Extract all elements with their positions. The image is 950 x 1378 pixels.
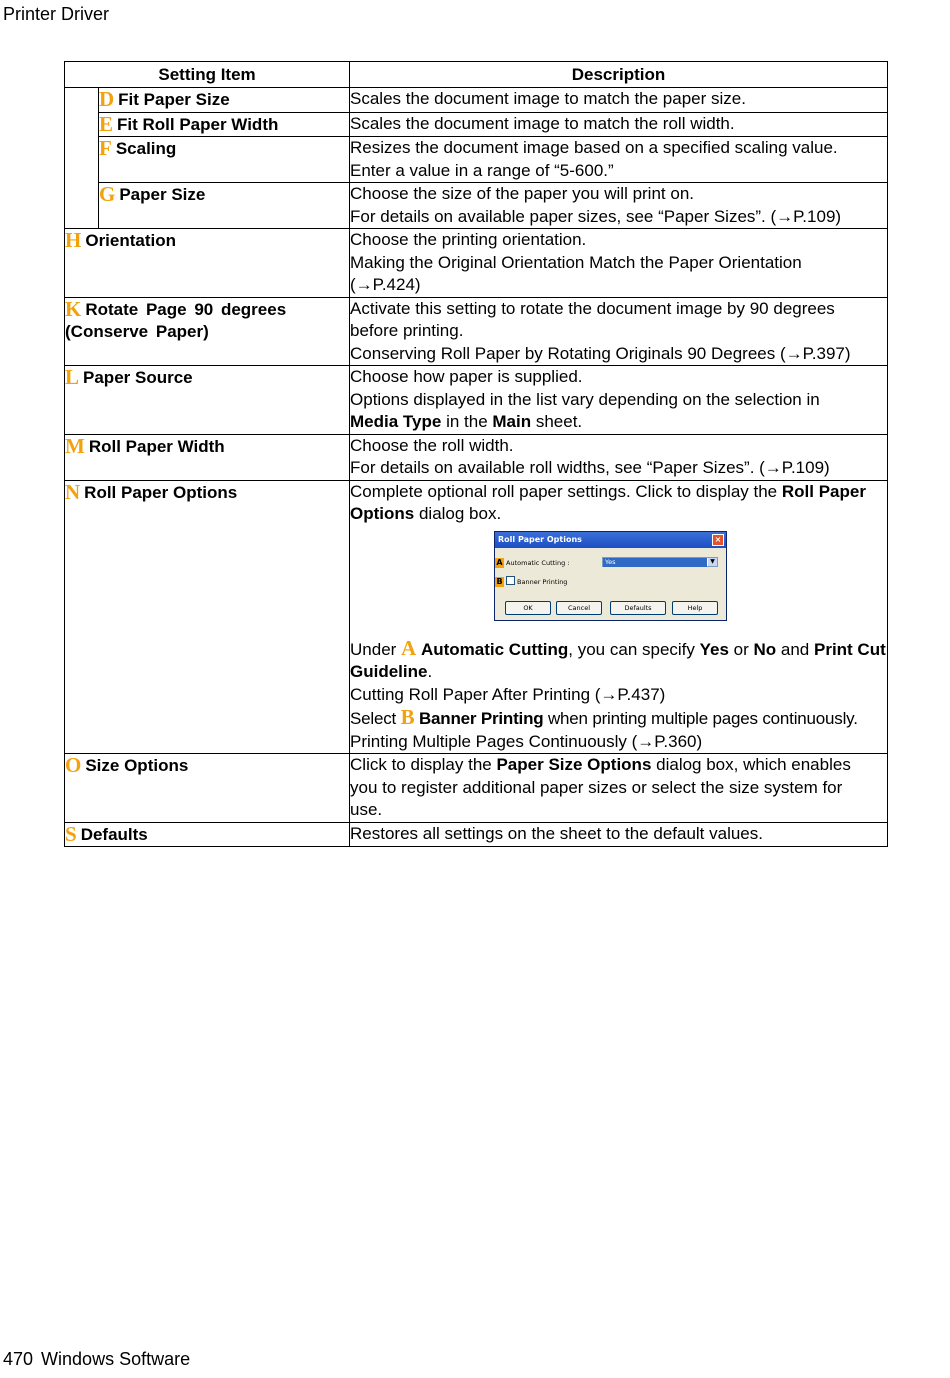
desc-link[interactable]: Conserving Roll Paper by Rotating Originals 90 Degrees (→P.397) [350,343,851,363]
item-label: Fit Roll Paper Width [117,114,279,134]
setting-description [350,112,888,137]
ok-button[interactable]: OK [505,601,551,615]
chevron-down-icon[interactable]: ▼ [708,558,717,566]
desc-text: sheet. [531,412,583,431]
term-roll-paper-options: Roll Paper Options [350,481,866,523]
item-letter: M [65,433,85,458]
setting-item [65,754,350,823]
setting-description [350,366,888,435]
item-letter: L [65,365,80,389]
desc-line: Activate this setting to rotate the document image by 90 degrees [350,298,835,318]
dialog-label-automatic-cutting: Automatic Cutting : [506,558,570,567]
desc-text: or [728,639,754,659]
running-head: Printer Driver [3,4,110,24]
setting-item [99,112,350,137]
setting-item [99,183,350,229]
desc-link[interactable]: Making the Original Orientation Match the Paper Orientation [350,252,802,272]
sub-letter-a: A [401,635,417,660]
desc-line: Scales the document image to match the roll width. [350,113,735,133]
desc-text: in the [441,412,493,431]
item-label: Scaling [115,139,177,158]
desc-text: dialog box, which enables [651,755,851,774]
item-label: Rotate Page 90 degrees (Conserve Paper) [65,299,287,341]
desc-line: Choose the size of the paper you will print on. [350,184,694,203]
desc-line: Choose how paper is supplied. [350,367,583,386]
dialog-badge-b: B [496,576,503,586]
desc-line: you to register additional paper sizes or select the size system for [350,777,843,797]
desc-text: Under [350,639,402,659]
footer-section: Windows Software [41,1349,191,1369]
term-media-type: Media Type [350,412,442,431]
setting-item [65,297,350,366]
item-letter: S [65,821,77,846]
automatic-cutting-value: Yes [603,558,707,567]
indent-cell [65,88,99,229]
item-label: Size Options [85,756,189,775]
dialog-row-automatic-cutting [495,558,569,568]
desc-line: Choose the printing orientation. [350,230,587,249]
term-automatic-cutting: Automatic Cutting [420,639,569,659]
setting-description [350,297,888,366]
desc-line: Scales the document image to match the paper size. [350,89,746,108]
banner-printing-checkbox[interactable] [506,576,515,585]
desc-line [350,754,887,777]
setting-description [350,480,888,754]
setting-description [350,229,888,298]
table-row [65,434,888,480]
desc-line: Options displayed in the list vary depending on the selection in [350,389,820,409]
table-row [65,754,888,823]
table-row [65,480,888,754]
item-letter: H [65,228,82,252]
desc-text: dialog box. [414,504,502,523]
item-label: Orientation [85,231,177,250]
desc-link[interactable]: (→P.424) [350,275,421,294]
item-label: Fit Paper Size [118,90,230,109]
term-no: No [753,639,777,659]
desc-link[interactable]: Printing Multiple Pages Continuously (→P.360) [350,731,703,751]
item-label: Roll Paper Options [84,482,238,502]
term-yes: Yes [699,639,729,659]
desc-text: , you can specify [568,639,700,659]
desc-line: For details on available roll widths, see “Paper Sizes”. (→P.109) [350,458,830,477]
setting-item [65,229,350,298]
item-label: Roll Paper Width [88,436,225,456]
term-banner-printing: Banner Printing [418,709,544,728]
setting-item [65,366,350,435]
desc-text: Complete optional roll paper settings. Click to display the [350,481,782,501]
desc-line: use. [350,800,383,819]
item-letter: E [99,111,114,136]
desc-line: Enter a value in a range of “5-600.” [350,160,614,180]
item-label: Paper Size [119,185,206,204]
desc-line: Choose the roll width. [350,435,514,455]
setting-item [65,480,350,754]
desc-text: Select [350,709,401,728]
item-letter: G [99,182,116,206]
desc-line [350,706,887,731]
col-header-description: Description [350,62,888,88]
table-row [65,229,888,298]
term-print-cut-guideline: Print Cut Guideline [350,639,886,681]
table-row [65,137,888,183]
sub-letter-b: B [400,705,415,729]
table-row [65,822,888,847]
setting-description [350,88,888,113]
table-row [65,366,888,435]
desc-text: when printing multiple pages continuously. [543,709,858,728]
dialog-title: Roll Paper Options [498,534,582,544]
item-letter: O [65,753,82,777]
settings-table [64,61,888,847]
page-footer [3,1349,190,1370]
term-main: Main [492,412,532,431]
dialog-badge-a: A [496,557,503,567]
item-letter: F [99,136,112,160]
dialog-row-banner-printing [495,576,567,587]
help-button[interactable]: Help [672,601,718,615]
setting-item [65,822,350,847]
setting-item [65,434,350,480]
desc-text: and [776,639,814,659]
desc-line [350,637,887,684]
col-header-setting: Setting Item [65,62,350,88]
setting-description [350,434,888,480]
setting-description [350,754,888,823]
desc-link[interactable]: Cutting Roll Paper After Printing (→P.437) [350,684,666,704]
item-letter: N [65,479,81,504]
setting-item [99,137,350,183]
setting-description [350,183,888,229]
table-row [65,112,888,137]
item-letter: K [65,296,82,321]
dialog-label-banner-printing: Banner Printing [517,577,568,586]
desc-text: . [427,662,433,681]
table-row [65,183,888,229]
desc-line: For details on available paper sizes, see “Paper Sizes”. (→P.109) [350,206,842,226]
desc-line: Restores all settings on the sheet to the default values. [350,823,763,843]
automatic-cutting-select[interactable] [602,557,718,567]
item-label: Defaults [80,824,148,844]
table-row [65,297,888,366]
item-letter: D [99,87,115,111]
setting-description [350,822,888,847]
dialog-screenshot-area [350,531,887,629]
desc-text: Click to display the [350,755,497,774]
defaults-button[interactable]: Defaults [610,601,666,615]
desc-line: before printing. [350,321,464,340]
desc-line: Resizes the document image based on a specified scaling value. [350,138,838,157]
setting-item [99,88,350,113]
desc-line [350,481,887,526]
close-icon[interactable]: × [712,534,724,546]
item-label: Paper Source [83,368,193,387]
desc-line [350,411,887,434]
setting-description [350,137,888,183]
dialog-title-bar [495,532,726,548]
roll-paper-options-dialog [494,531,727,621]
page-number: 470 [3,1349,34,1369]
table-row [65,88,888,113]
table-header-row [65,62,888,88]
term-paper-size-options: Paper Size Options [496,755,652,774]
cancel-button[interactable]: Cancel [556,601,602,615]
